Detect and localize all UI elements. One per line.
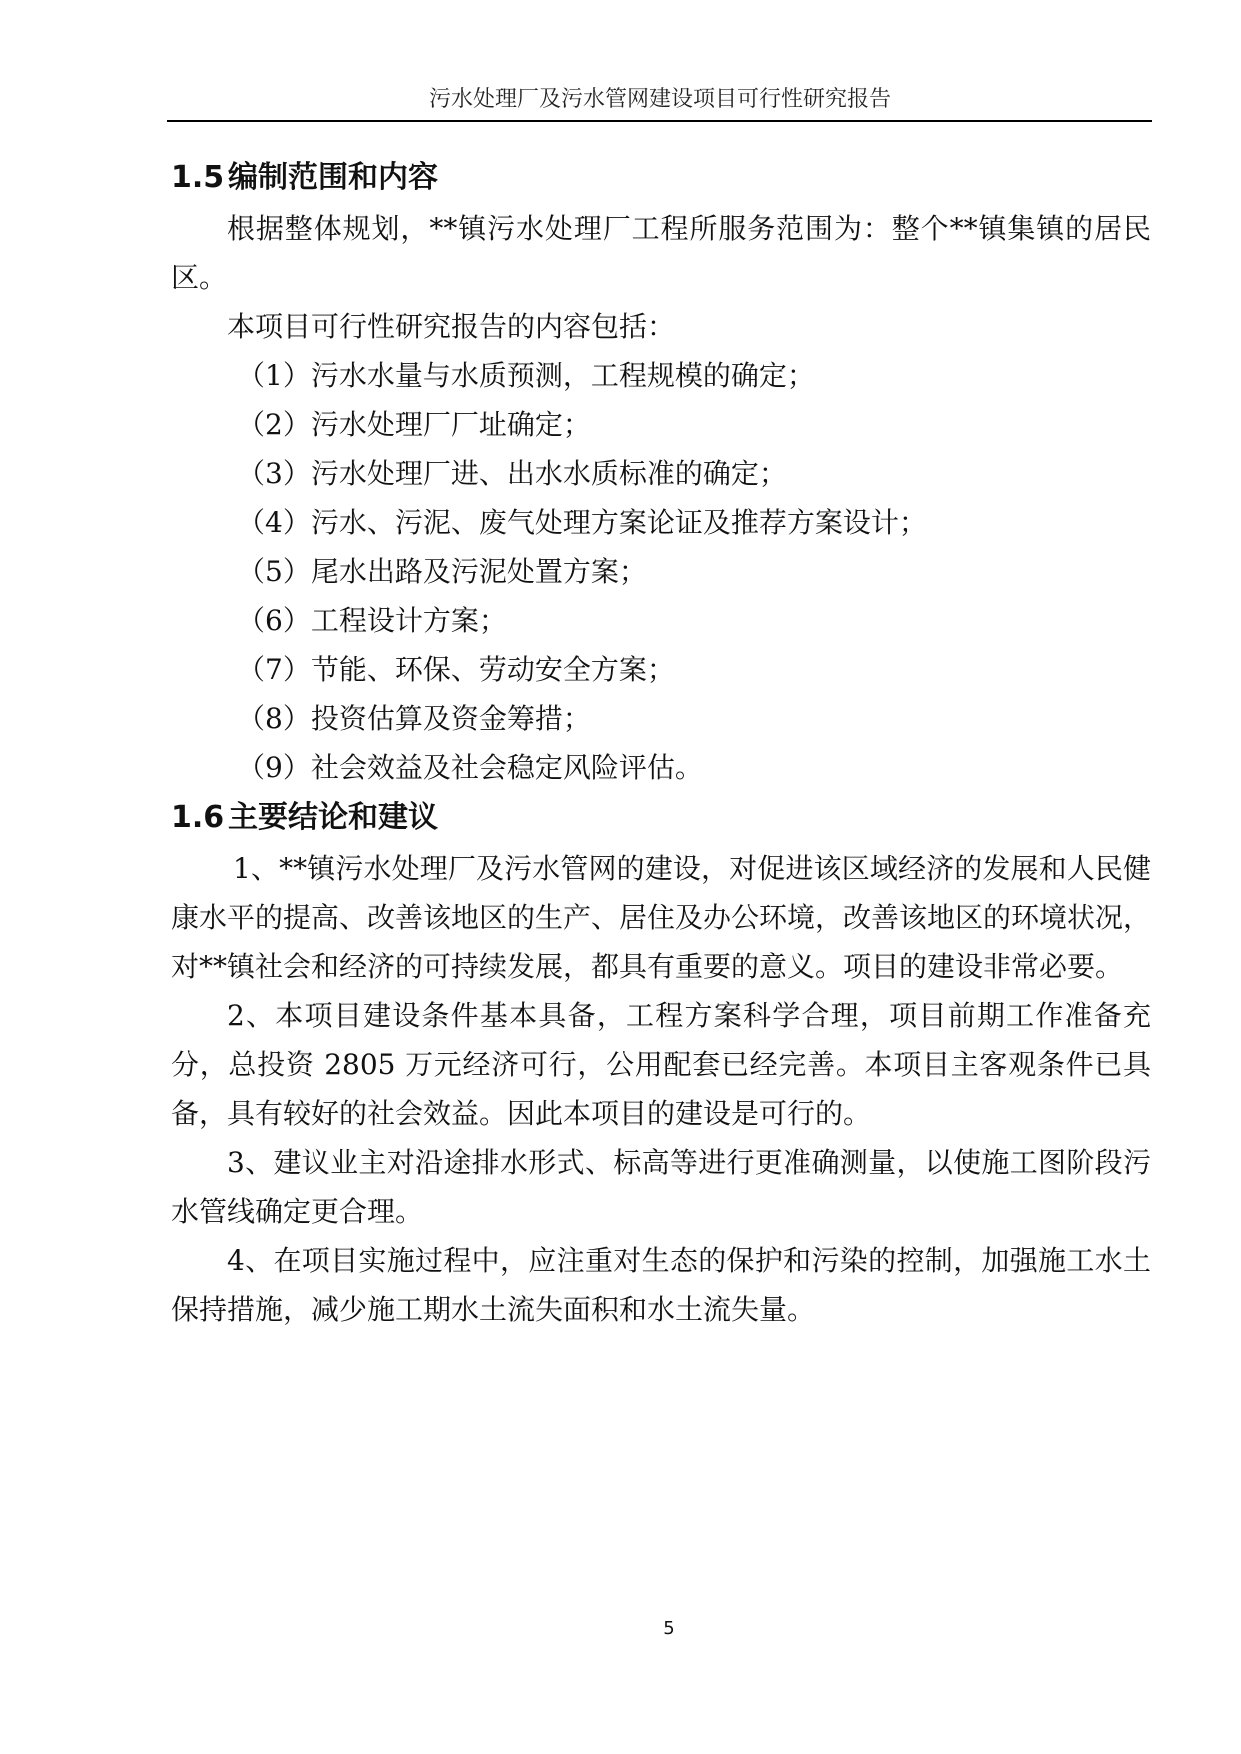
conclusion-paragraph: 4、在项目实施过程中，应注重对生态的保护和污染的控制，加强施工水土保持措施，减少施工期水土流失面积和水土流失量。 xyxy=(171,1244,1151,1326)
list-item: （6）工程设计方案； xyxy=(237,604,507,637)
list-item: （3）污水处理厂进、出水水质标准的确定； xyxy=(237,457,787,490)
scope-paragraph: 根据整体规划，**镇污水处理厂工程所服务范围为：整个**镇集镇的居民区。 xyxy=(171,212,1151,294)
section-title: 编制范围和内容 xyxy=(228,160,438,195)
conclusion-paragraph: 3、建议业主对沿途排水形式、标高等进行更准确测量，以使施工图阶段污水管线确定更合理。 xyxy=(171,1146,1151,1228)
content-intro-paragraph: 本项目可行性研究报告的内容包括： xyxy=(227,310,676,343)
list-item: （2）污水处理厂厂址确定； xyxy=(237,408,591,441)
list-item: （8）投资估算及资金筹措； xyxy=(237,702,591,735)
section-1-5-heading xyxy=(171,152,1151,204)
header-rule xyxy=(167,120,1152,122)
list-item: （9）社会效益及社会稳定风险评估。 xyxy=(237,751,703,784)
list-item: （1）污水水量与水质预测，工程规模的确定； xyxy=(237,359,815,392)
list-item: （7）节能、环保、劳动安全方案； xyxy=(237,653,675,686)
list-item: （5）尾水出路及污泥处置方案； xyxy=(237,555,647,588)
conclusion-paragraph: 2、本项目建设条件基本具备，工程方案科学合理，项目前期工作准备充分，总投资 2805 万元经济可行，公用配套已经完善。本项目主客观条件已具备，具有较好的社会效益。因此本项目的建设是可行的。 xyxy=(171,999,1151,1130)
conclusion-paragraph: 1、**镇污水处理厂及污水管网的建设，对促进该区域经济的发展和人民健康水平的提高、改善该地区的生产、居住及办公环境，改善该地区的环境状况，对**镇社会和经济的可持续发展，都具有重要的意义。项目的建设非常必要。 xyxy=(171,852,1152,983)
page-number: 5 xyxy=(663,1618,675,1639)
section-title: 主要结论和建议 xyxy=(228,800,438,835)
running-header: 污水处理厂及污水管网建设项目可行性研究报告 xyxy=(428,87,891,112)
section-number: 1.5 xyxy=(171,160,225,195)
document-body xyxy=(171,152,1151,1334)
list-item: （4）污水、污泥、废气处理方案论证及推荐方案设计； xyxy=(237,506,927,539)
section-number: 1.6 xyxy=(171,800,225,835)
section-1-6-heading xyxy=(171,792,1151,844)
